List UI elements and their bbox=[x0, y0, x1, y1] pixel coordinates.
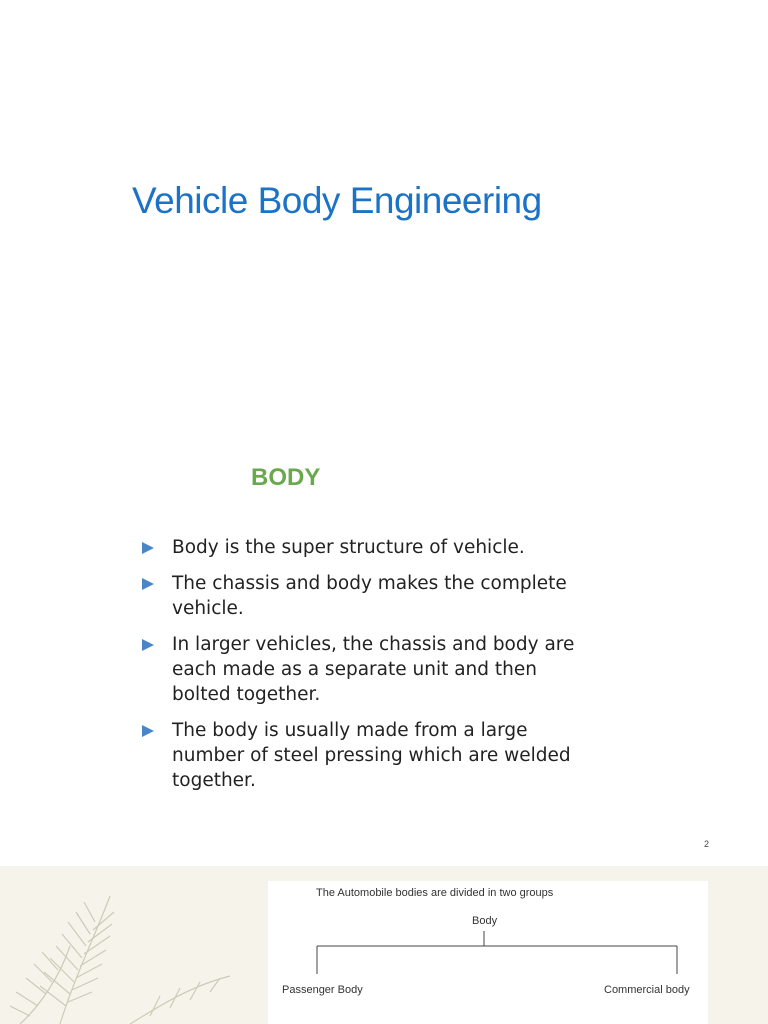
triangle-right-icon bbox=[142, 639, 154, 651]
bullet-text: The body is usually made from a large number of steel pressing which are welded together. bbox=[172, 720, 571, 791]
bullet-text: The chassis and body makes the complete vehicle. bbox=[172, 573, 567, 619]
diagram-node-commercial-body: Commercial body bbox=[604, 984, 690, 996]
triangle-right-icon bbox=[142, 578, 154, 590]
page-number: 2 bbox=[704, 839, 710, 849]
section-heading: BODY bbox=[251, 464, 321, 491]
list-item bbox=[140, 718, 600, 793]
list-item bbox=[140, 632, 600, 707]
slide-page-2 bbox=[0, 866, 768, 1024]
diagram-node-body: Body bbox=[472, 915, 498, 927]
triangle-right-icon bbox=[142, 725, 154, 737]
bullet-list bbox=[140, 535, 600, 804]
diagram-node-passenger-body: Passenger Body bbox=[282, 984, 363, 996]
list-item bbox=[140, 535, 600, 560]
bullet-text: Body is the super structure of vehicle. bbox=[172, 537, 525, 558]
classification-diagram bbox=[268, 881, 708, 1024]
bullet-text: In larger vehicles, the chassis and body are each made as a separate unit and then bolted together. bbox=[172, 634, 575, 705]
list-item bbox=[140, 571, 600, 621]
palm-leaf-icon bbox=[0, 866, 268, 1024]
page-title: Vehicle Body Engineering bbox=[132, 180, 542, 221]
tree-connector-lines bbox=[268, 881, 708, 1024]
diagram-caption: The Automobile bodies are divided in two groups bbox=[316, 887, 554, 899]
triangle-right-icon bbox=[142, 542, 154, 554]
